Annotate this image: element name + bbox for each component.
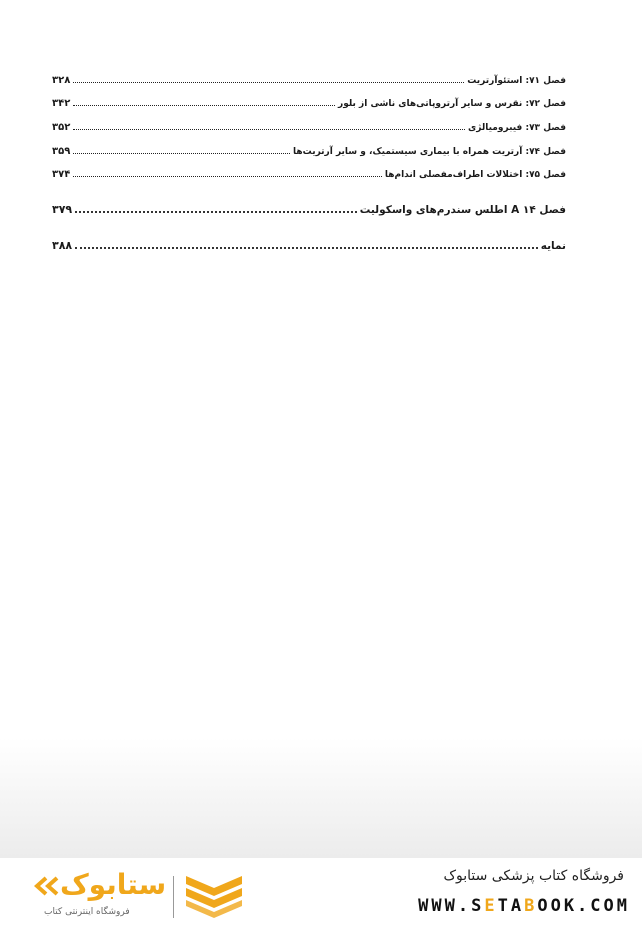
toc-entry-page: ۳۵۹ <box>52 146 71 157</box>
toc-section-title: فصل ۱۴ A اطلس سندرم‌های واسکولیت <box>359 204 566 216</box>
url-part: OOK.COM <box>537 896 630 916</box>
url-accent: E <box>484 896 498 916</box>
toc-entry-page: ۳۴۲ <box>52 98 71 109</box>
shop-url-link[interactable] <box>418 896 630 916</box>
toc-entry-page: ۳۷۴ <box>52 169 71 180</box>
leader-dots <box>73 176 382 177</box>
logo-divider <box>173 876 174 918</box>
toc-entry-73[interactable] <box>52 117 566 133</box>
toc-entry-page: ۳۲۸ <box>52 75 71 86</box>
toc-entry-title: فصل ۷۲: نقرس و سایر آرتروپاتی‌های ناشی از بلور <box>338 99 566 109</box>
toc-entry-72[interactable] <box>52 93 566 109</box>
leader-dots <box>75 211 357 213</box>
leader-dots <box>73 129 465 130</box>
leader-dots <box>75 247 538 249</box>
url-accent: B <box>524 896 538 916</box>
toc-section-14a[interactable] <box>52 200 566 216</box>
toc-entry-title: فصل ۷۳: فیبرومیالژی <box>468 123 566 133</box>
toc-index-title: نمایه <box>540 240 566 252</box>
toc-section-page: ۳۷۹ <box>52 203 73 216</box>
shop-name: فروشگاه کتاب پزشکی ستابوک <box>443 868 624 884</box>
leader-dots <box>73 153 290 154</box>
logo-brand-text: ستابوک <box>60 868 167 901</box>
leader-dots <box>73 105 335 106</box>
toc-entry-title: فصل ۷۱: استئوآرتریت <box>467 76 566 86</box>
logo-subtitle: فروشگاه اینترنتی کتاب <box>44 907 130 917</box>
publisher-footer <box>0 858 642 926</box>
toc-entry-title: فصل ۷۵: اختلالات اطراف‌مفصلی اندام‌ها <box>384 170 566 180</box>
toc-entry-71[interactable] <box>52 70 566 86</box>
toc-entry-75[interactable] <box>52 164 566 180</box>
setabook-logo-icon <box>184 874 244 918</box>
url-part: WWW.S <box>418 896 485 916</box>
leader-dots <box>73 82 464 83</box>
toc-index[interactable] <box>52 236 566 252</box>
toc-index-page: ۳۸۸ <box>52 239 73 252</box>
toc-entry-page: ۳۵۲ <box>52 122 71 133</box>
url-part: TA <box>497 896 525 916</box>
double-chevron-icon <box>34 876 60 896</box>
toc-entry-title: فصل ۷۴: آرتریت همراه با بیماری سیستمیک، و سایر آرتریت‌ها <box>293 147 566 157</box>
toc-entry-74[interactable] <box>52 141 566 157</box>
